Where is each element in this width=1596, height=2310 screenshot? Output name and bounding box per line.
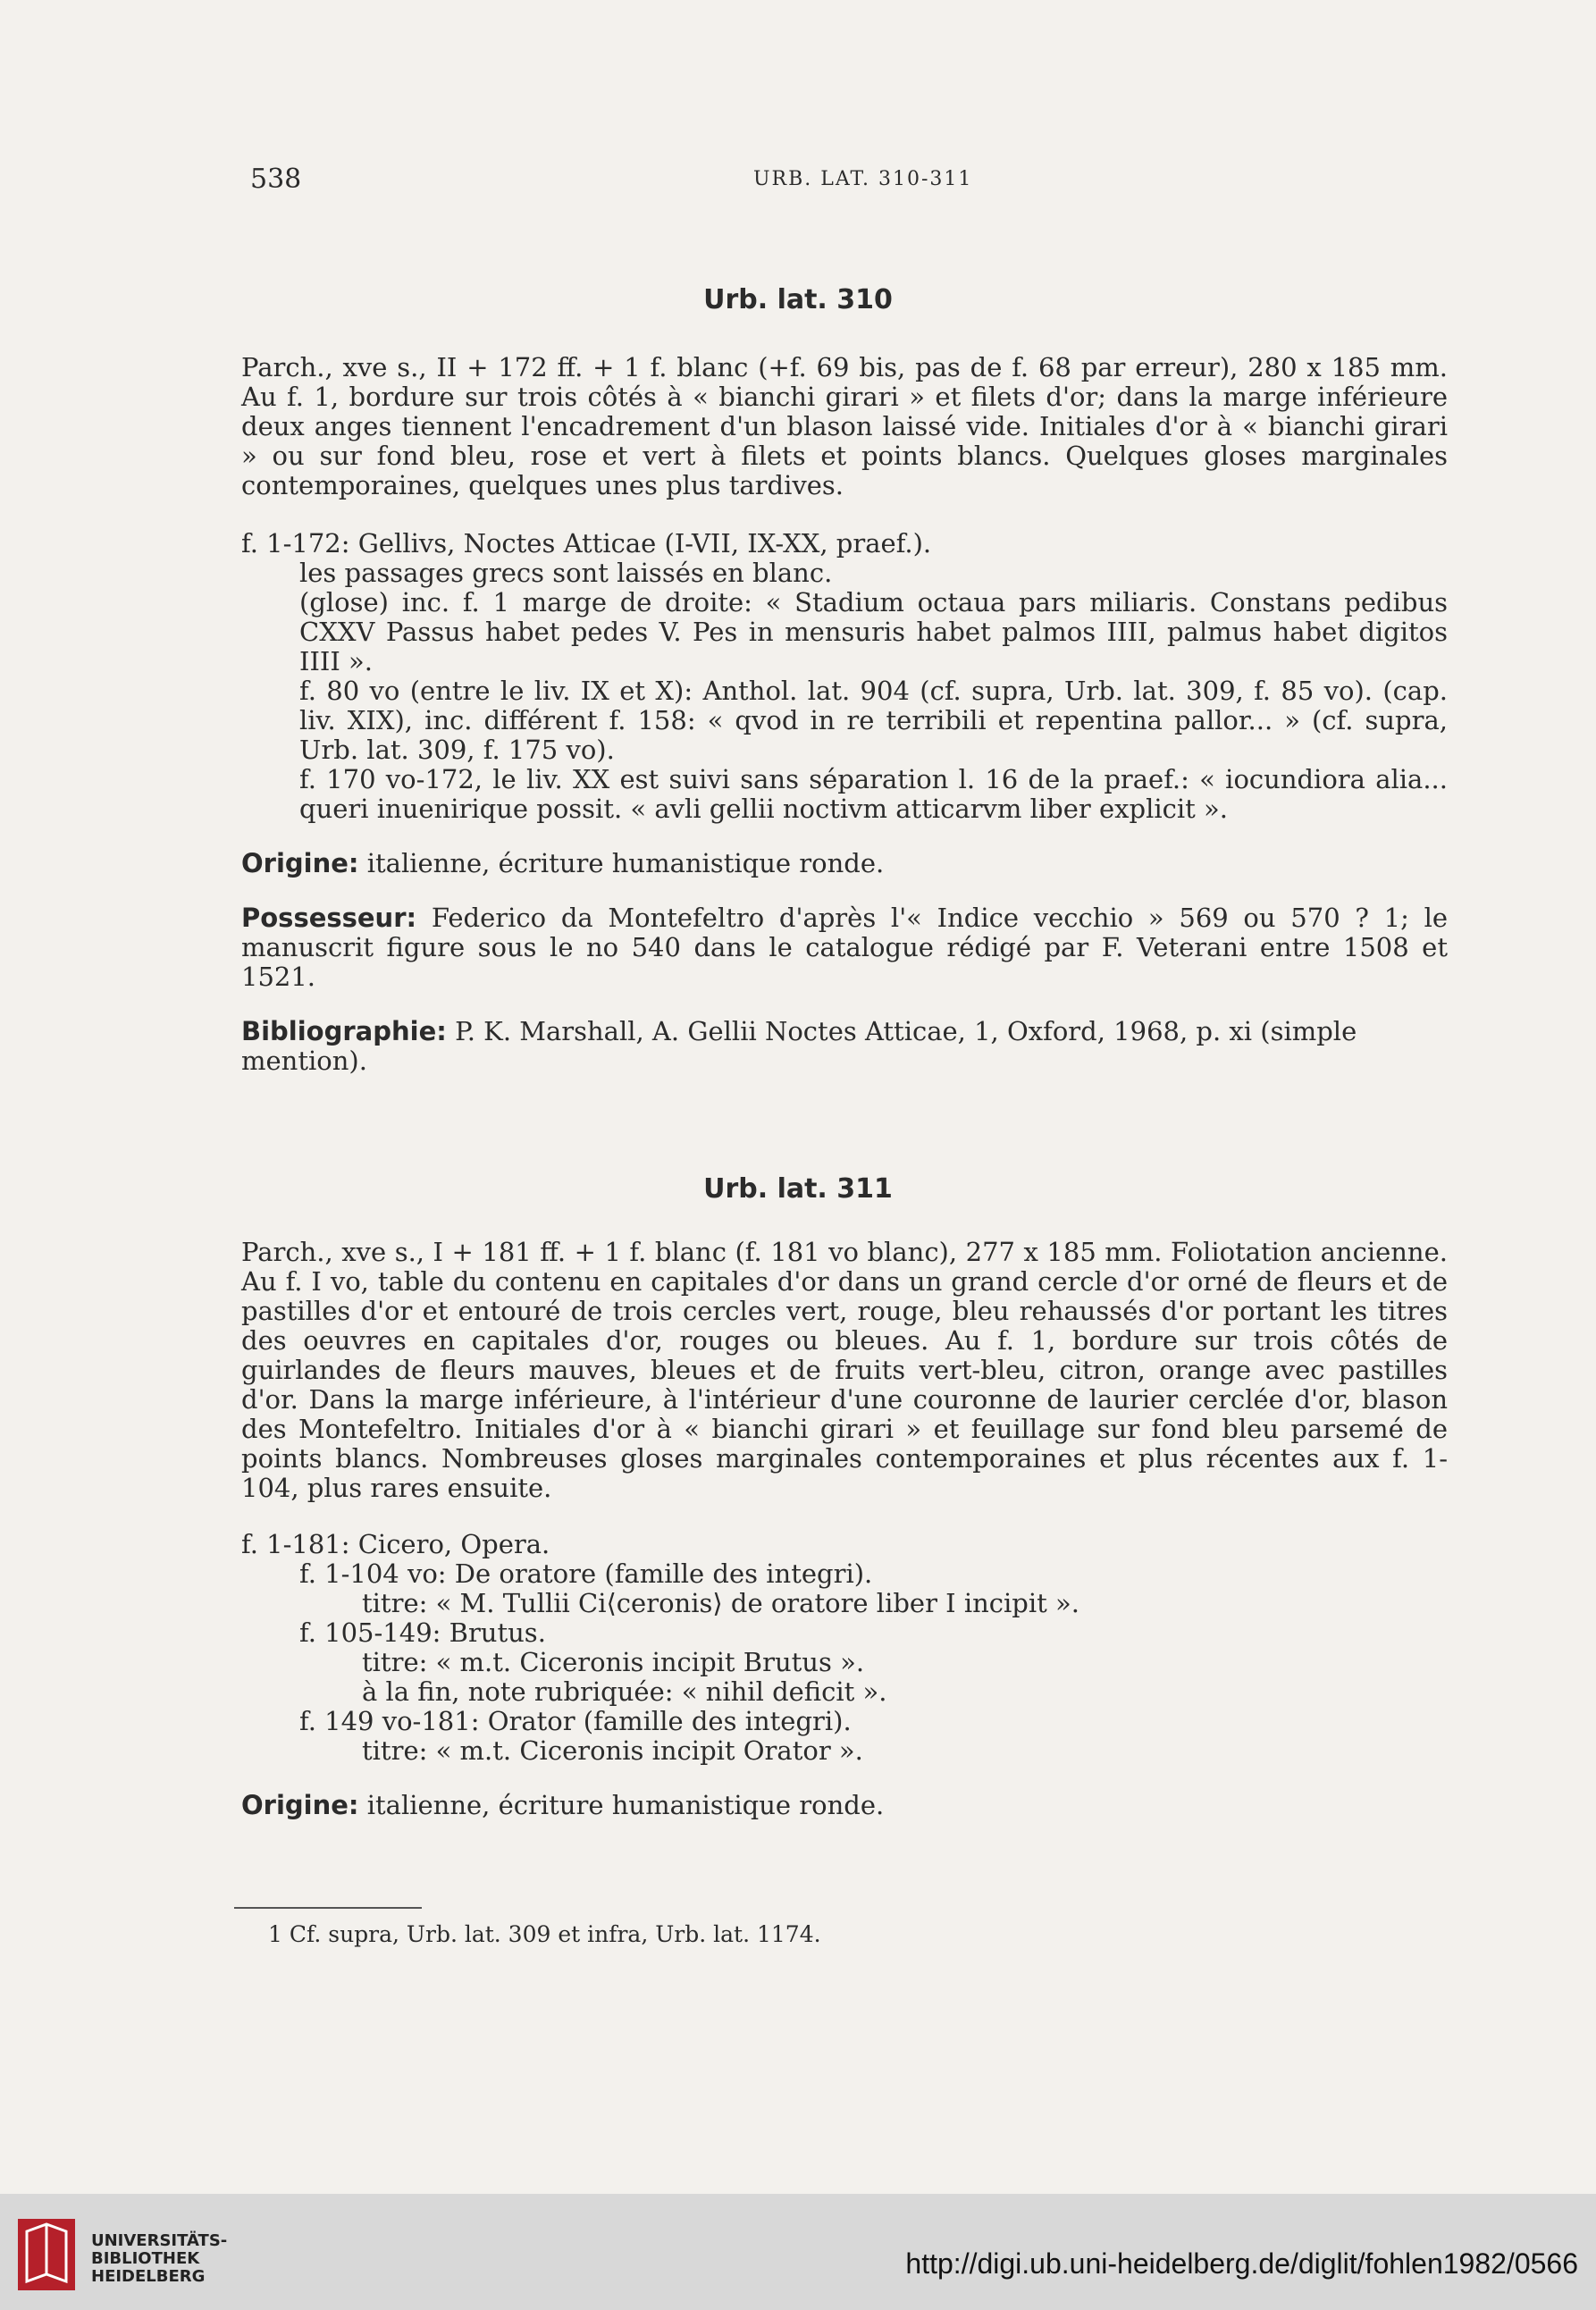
origine-text: italienne, écriture humanistique ronde.: [366, 1790, 885, 1820]
ms311-origine: [241, 1791, 1448, 1820]
bibliographie-label: Bibliographie:: [241, 1016, 447, 1046]
ms311-item: titre: « m.t. Ciceronis incipit Brutus ».: [362, 1647, 865, 1677]
ms311-description: Parch., xve s., I + 181 ff. + 1 f. blanc (f. 181 vo blanc), 277 x 185 mm. Foliotation ancienne. Au f. I vo, table du contenu en capitales d'or dans un grand cercle d'or orné de fleurs et de pastilles d'or et entouré de trois cercles vert, rouge, bleu rehaussés d'or portant les titres des oeuvres en capitales d'or, rouges ou bleues. Au f. 1, bordure sur trois côtés de guirlandes de fleurs mauves, bleues et de fruits vert-bleu, citron, orange avec pastilles d'or. Dans la marge inférieure, à l'intérieur d'une couronne de laurier cerclée d'or, blason des Montefeltro. Initiales d'or à « bianchi girari » et feuillage sur fond bleu parsemé de points blancs. Nombreuses gloses marginales contemporaines et plus récentes aux f. 1-104, plus rares ensuite.: [241, 1237, 1448, 1503]
footnote-rule: [234, 1907, 422, 1909]
ms311-contents-head: f. 1-181: Cicero, Opera.: [241, 1529, 550, 1559]
page-number: 538: [250, 164, 302, 195]
permalink-url[interactable]: http://digi.ub.uni-heidelberg.de/diglit/fohlen1982/0566: [905, 2247, 1578, 2280]
running-title: URB. LAT. 310-311: [753, 168, 973, 190]
ms311-item: à la fin, note rubriquée: « nihil deficit ».: [362, 1676, 887, 1707]
ms310-contents-line: (glose) inc. f. 1 marge de droite: « Stadium octaua pars miliaris. Constans pedibus CXXV Passus habet pedes V. Pes in mensuris habet palmos IIII, palmus habet digitos IIII ».: [299, 587, 1448, 676]
viewer-footer: [0, 2194, 1596, 2310]
bibliographie-text: P. K. Marshall, A. Gellii Noctes Atticae, 1, Oxford, 1968, p. xi (simple mention).: [241, 1016, 1357, 1076]
footnote: 1 Cf. supra, Urb. lat. 309 et infra, Urb. lat. 1174.: [268, 1921, 821, 1947]
ms311-item: f. 105-149: Brutus.: [299, 1617, 546, 1648]
ms310-contents-line: f. 80 vo (entre le liv. IX et X): Anthol. lat. 904 (cf. supra, Urb. lat. 309, f. 85 vo). (cap. liv. XIX), inc. différent f. 158: « qvod in re terribili et repentina pallor... » (cf. supra, Urb. lat. 309, f. 175 vo).: [299, 676, 1448, 765]
ms310-bibliographie: [241, 1017, 1448, 1076]
library-name: UNIVERSITÄTS- BIBLIOTHEK HEIDELBERG: [91, 2231, 228, 2286]
ms310-contents-head: f. 1-172: Gellivs, Noctes Atticae (I-VII, IX-XX, praef.).: [241, 528, 932, 559]
ms310-title: Urb. lat. 310: [703, 284, 893, 315]
ms311-item: titre: « m.t. Ciceronis incipit Orator ».: [362, 1735, 863, 1766]
ms310-possesseur: [241, 903, 1448, 992]
ms310-block: [241, 353, 1448, 1076]
university-library-logo-icon[interactable]: [18, 2219, 75, 2290]
possesseur-text: Federico da Montefeltro d'après l'« Indice vecchio » 569 ou 570 ? 1; le manuscrit figure sous le no 540 dans le catalogue rédigé par F. Veterani entre 1508 et 1521.: [241, 903, 1449, 992]
ms311-item: f. 149 vo-181: Orator (famille des integri).: [299, 1706, 852, 1736]
ms310-origine: [241, 849, 1448, 878]
ms311-item: f. 1-104 vo: De oratore (famille des integri).: [299, 1558, 873, 1589]
possesseur-label: Possesseur:: [241, 903, 417, 933]
origine-label: Origine:: [241, 1790, 359, 1820]
ms310-description: Parch., xve s., II + 172 ff. + 1 f. blanc (+f. 69 bis, pas de f. 68 par erreur), 280 x 185 mm. Au f. 1, bordure sur trois côtés à « bianchi girari » et filets d'or; dans la marge inférieure deux anges tiennent l'encadrement d'un blason laissé vide. Initiales d'or à « bianchi girari » ou sur fond bleu, rose et vert à filets et points blancs. Quelques gloses marginales contemporaines, quelques unes plus tardives.: [241, 352, 1448, 500]
ms310-contents-line: les passages grecs sont laissés en blanc.: [299, 558, 833, 588]
ms310-contents-line: f. 170 vo-172, le liv. XX est suivi sans séparation l. 16 de la praef.: « iocundiora alia... queri inuenirique possit. « avli gellii noctivm atticarvm liber explicit ».: [299, 764, 1448, 824]
ms311-item: titre: « M. Tullii Ci⟨ceronis⟩ de oratore liber I incipit ».: [362, 1588, 1079, 1618]
origine-text: italienne, écriture humanistique ronde.: [366, 848, 885, 878]
ms311-title: Urb. lat. 311: [703, 1173, 893, 1205]
origine-label: Origine:: [241, 848, 359, 878]
ms311-block: [241, 1238, 1448, 1820]
